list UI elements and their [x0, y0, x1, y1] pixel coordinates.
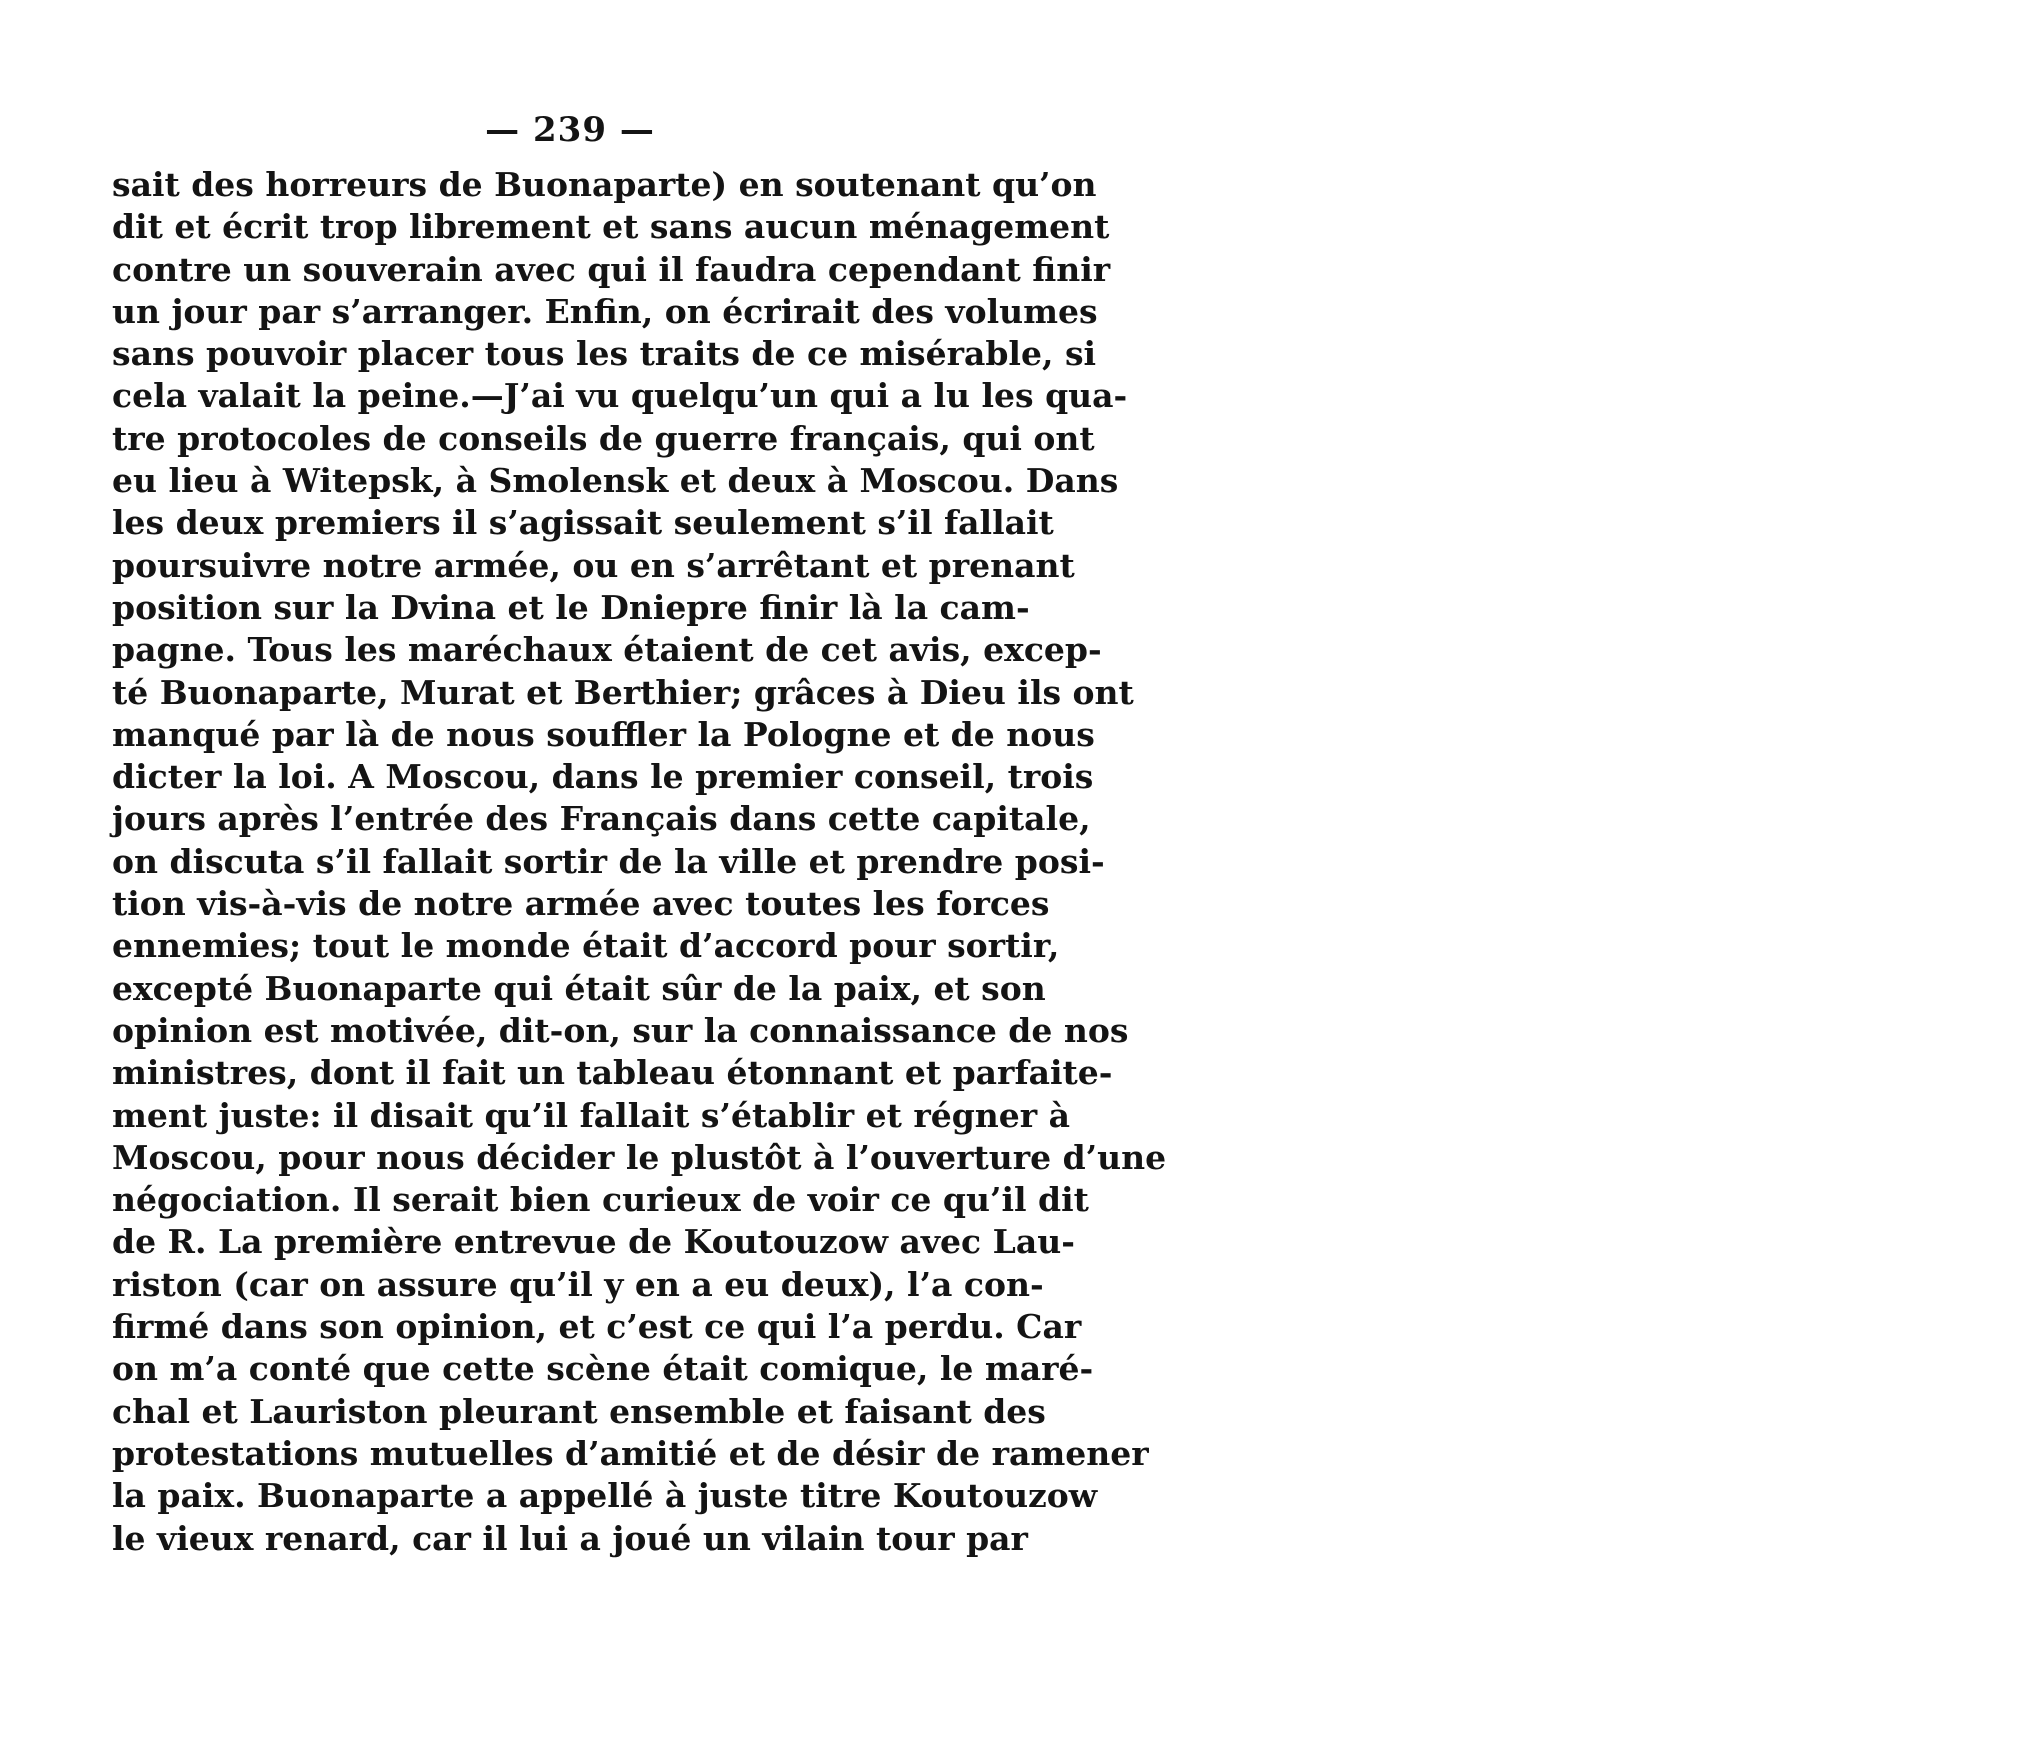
text-line: Moscou, pour nous décider le plustôt à l’ouverture d’une [112, 1137, 1167, 1177]
text-line: firmé dans son opinion, et c’est ce qui l’a perdu. Car [112, 1307, 1082, 1347]
text-line: on m’a conté que cette scène était comique, le maré- [112, 1349, 1094, 1389]
text-line: tre protocoles de conseils de guerre français, qui ont [112, 418, 1095, 458]
text-line: cela valait la peine.—J’ai vu quelqu’un qui a lu les qua- [112, 376, 1128, 416]
text-line: protestations mutuelles d’amitié et de désir de ramener [112, 1433, 1149, 1473]
text-line: pagne. Tous les maréchaux étaient de cet avis, excep- [112, 630, 1102, 670]
text-line: ministres, dont il fait un tableau étonnant et parfaite- [112, 1053, 1113, 1093]
text-line: chal et Lauriston pleurant ensemble et faisant des [112, 1391, 1046, 1431]
text-line: riston (car on assure qu’il y en a eu deux), l’a con- [112, 1264, 1044, 1304]
text-line: on discuta s’il fallait sortir de la ville et prendre posi- [112, 841, 1105, 881]
text-line: le vieux renard, car il lui a joué un vilain tour par [112, 1518, 1028, 1558]
text-line: sans pouvoir placer tous les traits de ce misérable, si [112, 334, 1097, 374]
text-line: ment juste: il disait qu’il fallait s’établir et régner à [112, 1095, 1071, 1135]
text-line: de R. La première entrevue de Koutouzow avec Lau- [112, 1222, 1075, 1262]
text-line: tion vis-à-vis de notre armée avec toutes les forces [112, 884, 1050, 924]
text-line: poursuivre notre armée, ou en s’arrêtant et prenant [112, 545, 1075, 585]
page-number: — 239 — [485, 110, 655, 150]
text-line: eu lieu à Witepsk, à Smolensk et deux à Moscou. Dans [112, 461, 1119, 501]
text-line: dicter la loi. A Moscou, dans le premier conseil, trois [112, 757, 1094, 797]
text-line: négociation. Il serait bien curieux de voir ce qu’il dit [112, 1180, 1089, 1220]
text-line: position sur la Dvina et le Dniepre finir là la cam- [112, 587, 1030, 627]
text-line: jours après l’entrée des Français dans cette capitale, [112, 799, 1091, 839]
text-line: dit et écrit trop librement et sans aucun ménagement [112, 207, 1110, 247]
text-line: excepté Buonaparte qui était sûr de la paix, et son [112, 968, 1046, 1008]
text-line: la paix. Buonaparte a appellé à juste titre Koutouzow [112, 1476, 1098, 1516]
body-text [112, 164, 1167, 1560]
text-line: té Buonaparte, Murat et Berthier; grâces à Dieu ils ont [112, 672, 1134, 712]
text-line: sait des horreurs de Buonaparte) en soutenant qu’on [112, 165, 1097, 204]
text-line: ennemies; tout le monde était d’accord pour sortir, [112, 926, 1060, 966]
text-line: contre un souverain avec qui il faudra cependant finir [112, 249, 1111, 289]
text-line: un jour par s’arranger. Enfin, on écrirait des volumes [112, 291, 1098, 331]
text-line: manqué par là de nous souffler la Pologne et de nous [112, 714, 1095, 754]
text-line: les deux premiers il s’agissait seulement s’il fallait [112, 503, 1054, 543]
text-line: opinion est motivée, dit-on, sur la connaissance de nos [112, 1010, 1129, 1050]
